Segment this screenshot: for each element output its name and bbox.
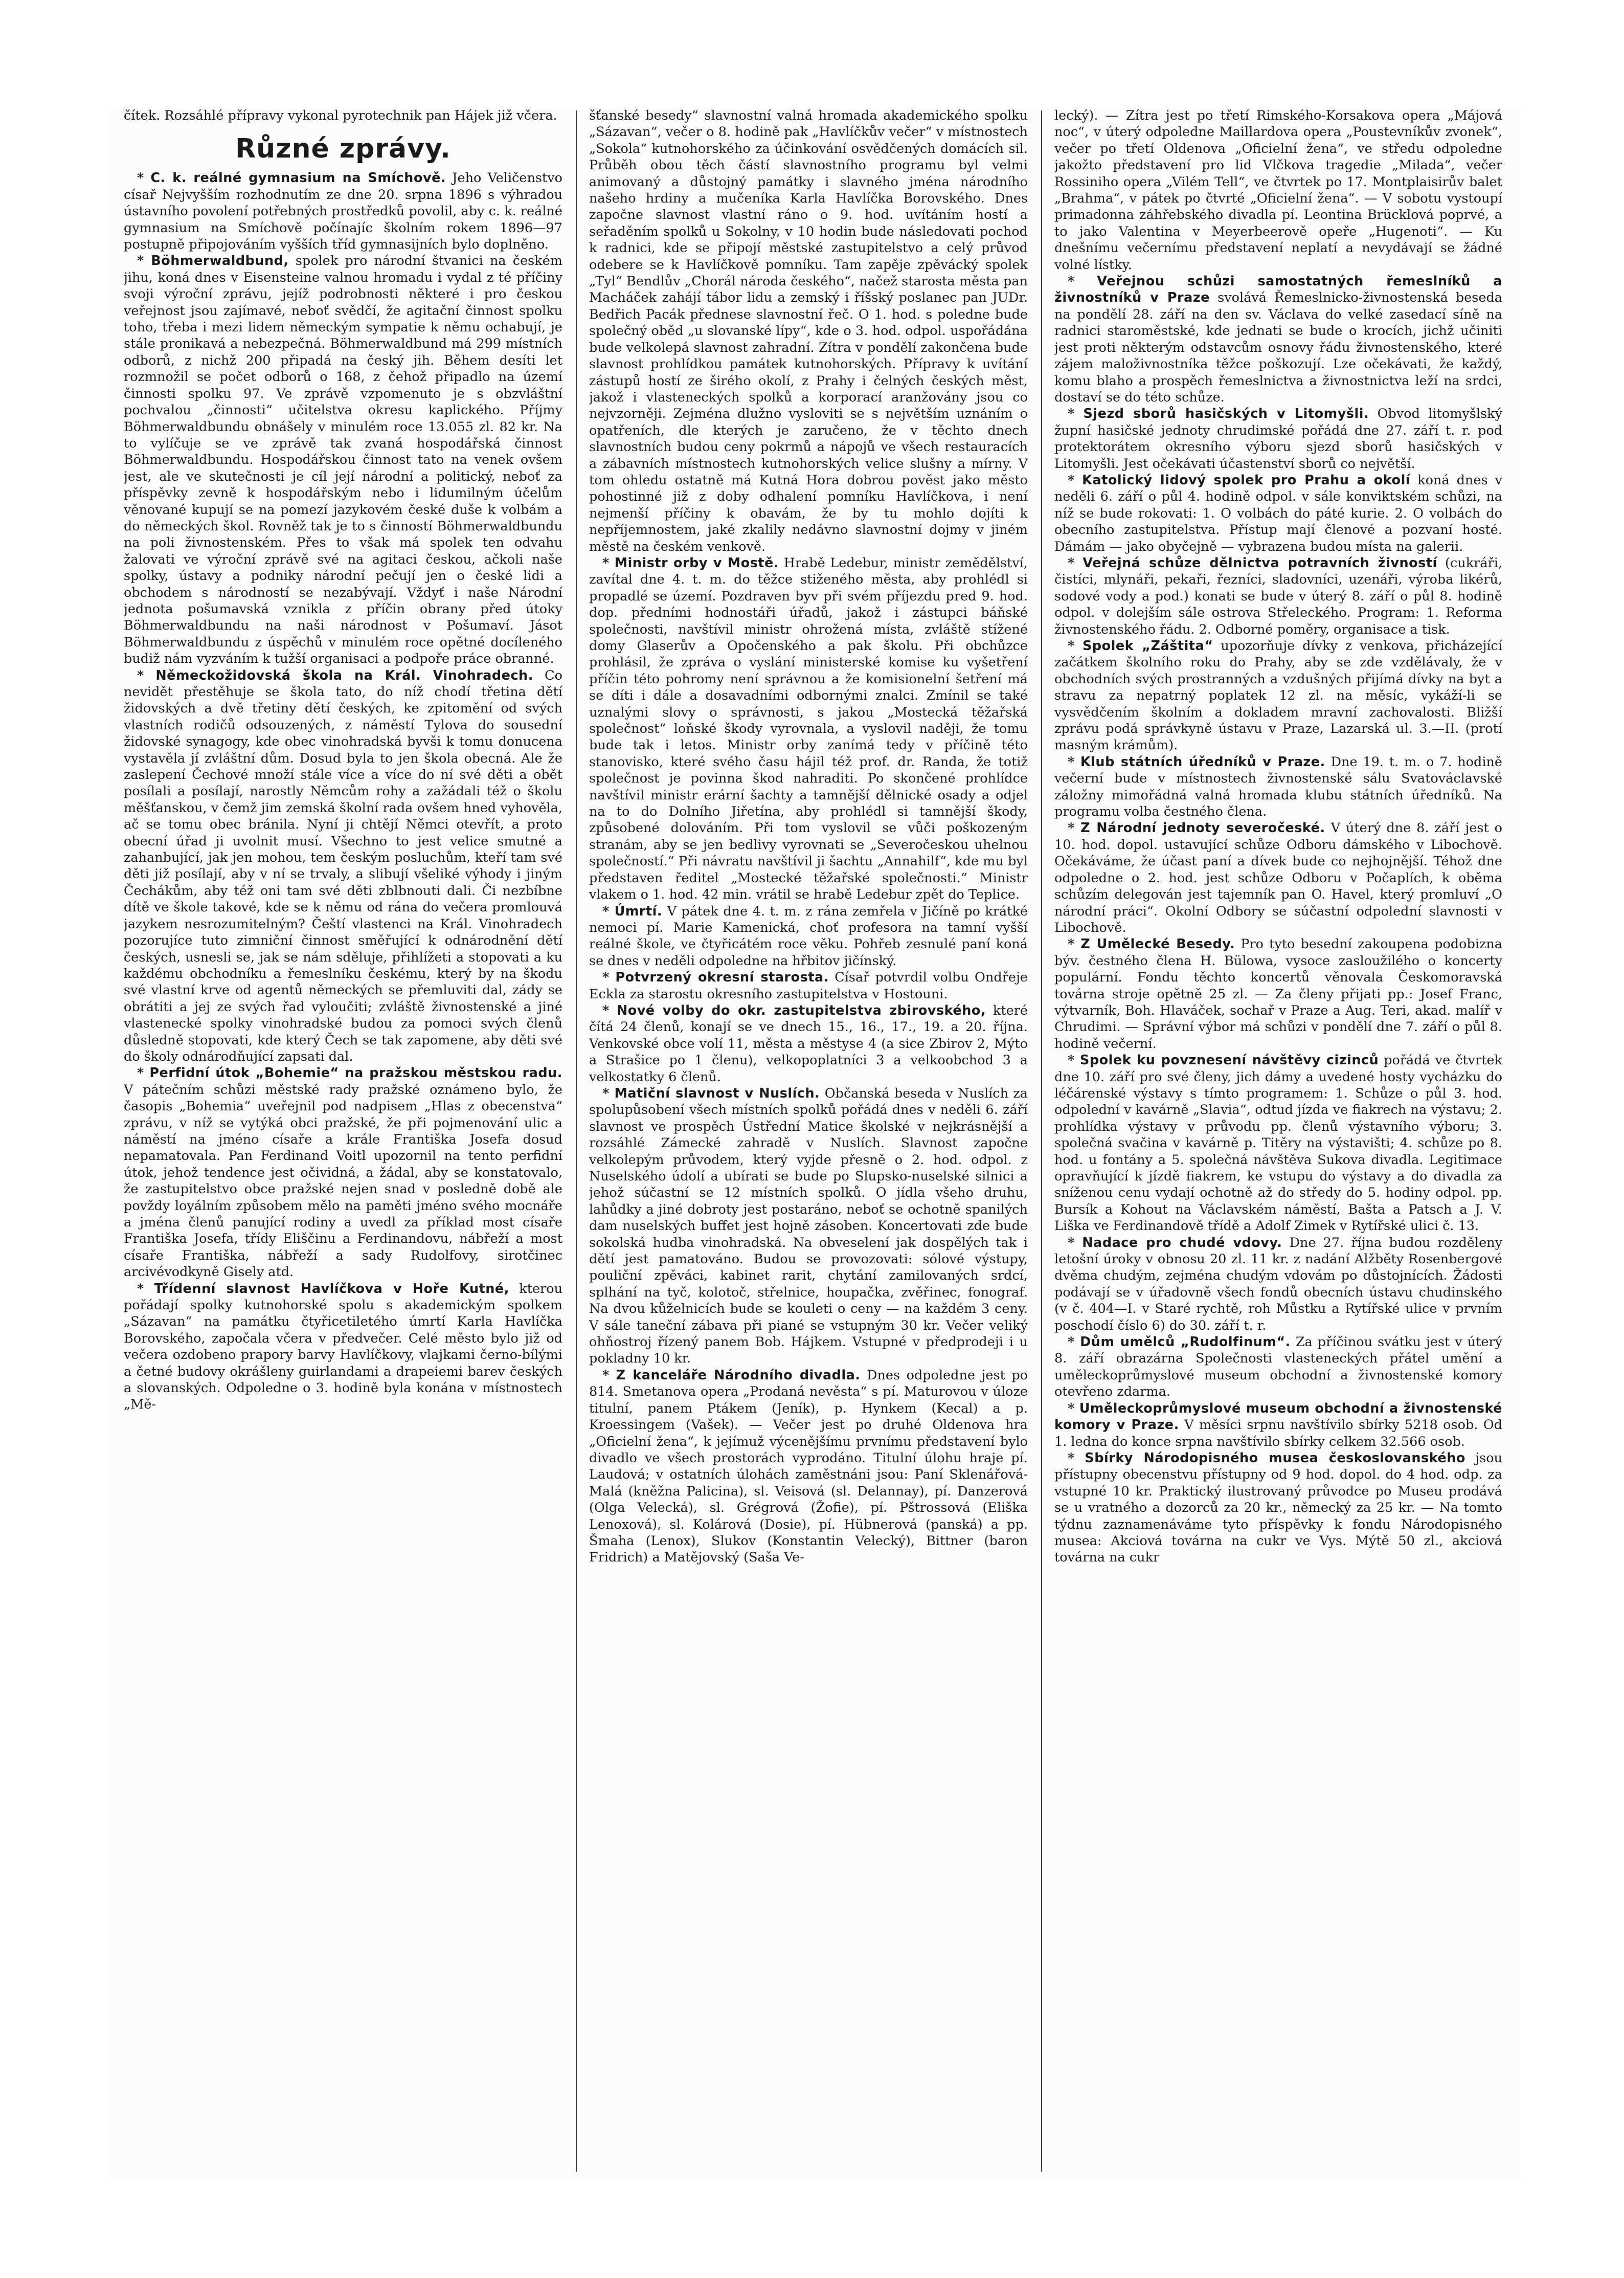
article-body: V úterý dne 8. září jest o 10. hod. dopol. ustavující schůze Odboru dámského v Libochově. Očekáváme, že účast paní a dívek bude co nejhojnější. Téhož dne odpoledne o 2. hod. jest schůze Odboru v Počaplích, k oběma schůzím delegován jest tajemník pan O. Havel, který promluví „O národní práci“. Okolní Odbory se súčastní odpolední slavnosti v Libochově.: [1054, 820, 1502, 935]
news-article: [1054, 1400, 1502, 1450]
article-body: kterou pořádají spolky kutnohorské spolu s akademickým spolkem „Sázavan“ na památku čtyřicetiletého úmrtí Karla Havlíčka Borovského, započala včera v předvečer. Celé město bylo již od večera ozdobeno prapory barvy Havlíčkovy, vlajkami černo-bílými a četné budovy okrášleny guirlandami a drapeiemi barev českých a slovanských. Odpoledne o 3. hodině byla konána v místnostech „Mě-: [124, 1281, 562, 1413]
article-headline: Potvrzený okresní starosta.: [615, 970, 829, 986]
article-headline: Z Umělecké Besedy.: [1080, 936, 1235, 952]
news-article: [124, 170, 562, 253]
news-article: [124, 1281, 562, 1413]
news-article: [1054, 1450, 1502, 1566]
article-body: Za příčinou svátku jest v úterý 8. září obrazárna Společnosti vlasteneckých přátel umění a uměleckoprůmyslové museum obchodní a živnostenské komory otevřeno zdarma.: [1054, 1334, 1502, 1400]
news-article: [1054, 1235, 1502, 1334]
column-rule: [1041, 110, 1042, 2172]
article-body: které čítá 24 členů, konají se ve dnech 15., 16., 17., 19. a 20. října. Venkovské obce volí 11, města a městyse 4 (a sice Zbirov 2, Mýto a Strašice po 1 členu), velkopoplatníci 3 a velkoobchod 3 a velkostatky 6 členů.: [589, 1002, 1028, 1085]
article-body: Dne 19. t. m. o 7. hodině večerní bude v místnostech živnostenské sálu Svatováclavské záložny mimořádná valná hromada klubu státních úředníků. Na programu volba čestného člena.: [1054, 754, 1502, 820]
news-article: [1054, 638, 1502, 754]
article-headline: Böhmerwaldbund,: [151, 253, 289, 269]
news-article: [1054, 555, 1502, 638]
news-article: [1054, 820, 1502, 936]
article-headline: Nové volby do okr. zastupitelstva zbirovského,: [616, 1002, 986, 1018]
article-body: čítek. Rozsáhlé přípravy vykonal pyrotechnik pan Hájek již včera.: [124, 108, 557, 123]
article-headline: Dům umělců „Rudolfinum“.: [1080, 1334, 1291, 1350]
news-article: [1054, 406, 1502, 472]
section-title: Různé zprávy.: [235, 133, 451, 165]
article-body: Dne 27. října budou rozděleny letošní úroky v obnosu 20 zl. 11 kr. z nadání Alžběty Rosenbergové dvěma chudým, zejména chudým vdovám po důstojnících. Žádosti podávají se v úřadovně všech fondů obecních ústavu chudinského (v č. 404—I. v Staré rychtě, roh Můstku a Rytířské ulice v prvním poschodí číslo 6) do 30. září t. r.: [1054, 1235, 1502, 1333]
article-body: koná dnes v neděli 6. září o půl 4. hodině odpol. v sále konviktském schůzi, na níž se bude rokovati: 1. O volbách do páté kurie. 2. O volbách do obecního zastupitelstva. Přístup mají členové a pozvaní hosté. Dámám — jako obyčejně — vybrazena budou místa na galerii.: [1054, 472, 1502, 554]
article-headline: Spolek ku povznesení návštěvy cizinců: [1080, 1053, 1379, 1068]
article-body: pořádá ve čtvrtek dne 10. září pro své členy, jich dámy a uvedené hosty vycházku do léčárenské výstavy s tímto programem: 1. Schůze o půl 3. hod. odpolední v kavárně „Slavia“, odtud jízda ve fiakrech na výstavu; 2. prohlídka výstavy v průvodu pp. členů výstavního výboru; 3. společná svačina v kavárně p. Titěry na výstavišti; 4. schůze po 8. hod. u fontány a 5. společná návštěva Sukova divadla. Legitimace opravňující k jízdě fiakrem, ke vstupu do výstavy a do divadla za sníženou cenu vydají ochotně až do středy do 5. hodiny odpol. pp. Bursík a Kohout na Václavském náměstí, Bašta a Patsch a J. V. Liška ve Ferdinandově třídě a Adolf Zimek v Rytířské ulici č. 13.: [1054, 1053, 1502, 1234]
column-2: [589, 107, 1028, 2179]
article-body: Co nevidět přestěhuje se škola tato, do níž chodí třetina dětí židovských a dvě třetiny dětí českých, ke zpitomění od svých vlastních rodičů odsouzených, z náměstí Tylova do sousední židovské synagogy, kde obec vinohradská byvši k tomu donucena vystavěla jí zvláštní dům. Dosud byla to jen škola obecná. Ale že zaslepení Čechové množí stále více a více do ní své děti a obět posílali a posílají, narostly Němcům rohy a zažádali též o školu měšťanskou, v čemž jim zemská školní rada ovšem hned vyhověla, ač se tomu obec bránila. Nyní ji chtějí Němci otevřít, a proto obecní úřad ji uvolnit musí. Všechno to jest velice smutné a zahanbující, jak jen mohou, tem českým posluchům, kteří tam své děti již posílají, aby v ní se trvaly, a slibují všeliké výhody i jiným Čechákům, aby též oni tam své děti zblbnouti dali. Či nezbíbne dítě ve škole takové, kde se k němu od rána do večera promlouvá jazykem nesrozumitelným? Čeští vlastenci na Král. Vinohradech pozorujíce tuto zimniční činnost směřující k odnárodnění dětí českých, usnesli se, jak se nám sděluje, přihlížeti a stopovati a ku každému obchodníku a řemeslníku českému, který by na škodu své vlastní krve od agentů německých se přemluviti dal, zády se obrátiti a jej ze svých řad vyloučiti; zvláště živnostenské a jiné vlastenecké spolky vinohradské budou za pomoci svých členů důsledně stopovati, kde který Čech se tak zapomene, aby děti své do školy odnárodňující zapsati dal.: [124, 667, 562, 1064]
newspaper-page: [107, 107, 1519, 2179]
news-article: [124, 667, 562, 1065]
news-article: [589, 1367, 1028, 1566]
article-body: V pátek dne 4. t. m. z rána zemřela v Jičíně po krátké nemoci pí. Marie Kamenická, choť profesora na tamní vyšší reálné škole, ve čtyřicátém roce věku. Pohřeb zesnulé paní koná se dnes v neděli odpoledne na hřbitov jičínský.: [589, 903, 1028, 969]
article-headline: Z Národní jednoty severočeské.: [1080, 820, 1325, 836]
news-article: [589, 555, 1028, 903]
article-headline: Úmrtí.: [614, 903, 663, 919]
article-headline: Katolický lidový spolek pro Prahu a okolí: [1082, 472, 1411, 488]
article-body: spolek pro národní štvanici na českém jihu, koná dnes v Eisensteine valnou hromadu i vydal z té příčiny svoji výroční zprávu, jejíž podrobnosti některé i pro českou veřejnost jsou zajímavé, neboť svědčí, že agitační činnost spolku toho, třeba i mezi lidem německým sympatie k němu ochabují, je stále pronikavá a nebezpečná. Böhmerwaldbund má 299 místních odborů, z nichž 200 připadá na český jih. Během desíti let rozmnožil se počet odborů o 168, z čehož připadlo na území činnosti spolku 97. Ve zprávě vzpomenuto je s obzvláštní pochvalou „činnosti“ učitelstva okresu kaplického. Příjmy Böhmerwaldbundu obnášely v minulém roce 13.055 zl. 82 kr. Na to vylíčuje se ve zprávě tak zvaná hospodářská činnost Böhmerwaldbundu. Hospodářskou činnost tato na venek ovšem jest, ale ve skutečnosti je cíl její národní a politický, neboť za příspěvky zevně k hospodářským nebo i lidumilným účelům věnované kupují se na pomezí jazykovém české duše k volbám a do německých škol. Rovněž tak je to s činností Böhmerwaldbundu na poli živnostenském. Přes to však má spolek ten odvahu žalovati ve výroční zprávě své na agitaci českou, ačkoli naše spolky, ústavy a podniky národní pečují jen o české lidi a obchodem s národností se nezabývají. Vždyť i naše Národní jednota pošumavská vznikla z příčin obrany před útoky Böhmerwaldbundu na naši národnost v Pošumaví. Jásot Böhmerwaldbundu z úspěchů v minulém roce opětné docíleného budiž nám vyzváním k tužší organisaci a podpoře práce obranné.: [124, 253, 562, 667]
article-body: V měsíci srpnu navštívilo sbírky 5218 osob. Od 1. ledna do konce srpna navštívilo sbírky celkem 32.566 osob.: [1054, 1417, 1502, 1449]
article-headline: Perfidní útok „Bohemie“ na pražskou městskou radu.: [149, 1065, 562, 1081]
news-article: [589, 969, 1028, 1002]
news-article: [589, 1085, 1028, 1367]
news-article: [1054, 273, 1502, 406]
article-headline: Uměleckoprůmyslové museum obchodní a živnostenské komory v Praze.: [1054, 1400, 1502, 1433]
article-headline: Klub státních úředníků v Praze.: [1080, 754, 1325, 770]
article-continuation: [124, 107, 562, 124]
news-article: [124, 253, 562, 667]
article-headline: Třídenní slavnost Havlíčkova v Hoře Kutné,: [154, 1281, 509, 1297]
article-headline: Veřejnou schůzi samostatných řemeslníků a živnostníků v Praze: [1054, 274, 1502, 306]
column-1: [124, 107, 562, 2179]
article-continuation: [589, 107, 1028, 555]
news-article: [1054, 1052, 1502, 1234]
article-body: V pátečním schůzi městské rady pražské oznámeno bylo, že časopis „Bohemia“ uveřejnil pod nadpisem „Hlas z obecenstva“ zprávu, v níž se vytýká obci pražské, že při pojmenování ulic a náměstí na jméno císaře a krále Františka Josefa dosud nepamatovala. Pan Ferdinand Voitl upozornil na tento perfidní útok, jehož tendence jest očividná, a žádal, aby se konstatovalo, že zastupitelstvo obce pražské nejen snad v posledně době ale povždy loyálním způsobem mělo na paměti jméno svého mocnáře a jména členů panující rodiny a uvedl za příklad most císaře Františka Josefa, třídy Eliščinu a Ferdinandovu, nábřeží a most císaře Františka, nábřeží a sady Rudolfovy, sirotčinec arcivévodkyně Gisely atd.: [124, 1082, 562, 1280]
article-headline: Sbírky Národopisného musea českoslovanského: [1085, 1450, 1465, 1466]
news-article: [589, 1002, 1028, 1085]
article-body: Dnes odpoledne jest po 814. Smetanova opera „Prodaná nevěsta“ s pí. Maturovou v úloze titulní, panem Ptákem (Jeník), p. Hynkem (Kecal) a p. Kroessingem (Vašek). — Večer jest po druhé Oldenova hra „Oficielní žena“, k jejímuž výcenějšímu prvnímu představení bylo divadlo ve všech prostorách vyprodáno. Titulní úlohu hraje pí. Laudová; v ostatních úlohách zaměstnáni jsou: Paní Sklenářová-Malá (kněžna Palicina), sl. Veisová (sl. Delannay), pí. Danzerová (Olga Velecká), sl. Grégrová (Žofie), pí. Pštrossová (Eliška Lenoxová), sl. Kolárová (Dosie), pí. Hübnerová (panská) a pp. Šmaha (Lenox), Slukov (Konstantin Velecký), Bittner (baron Fridrich) a Matějovský (Saša Ve-: [589, 1367, 1028, 1566]
article-body: Jeho Veličenstvo císař Nejvyšším rozhodnutím ze dne 20. srpna 1896 s výhradou ústavního povolení potřebných prostředků povolil, aby c. k. reálné gymnasium na Smíchově počínajíc školním rokem 1896—97 postupně připojováním vyšších tříd gymnasijních bylo doplněno.: [124, 170, 562, 253]
article-headline: Nadace pro chudé vdovy.: [1082, 1235, 1282, 1250]
article-headline: Matiční slavnost v Nuslích.: [614, 1085, 820, 1101]
article-headline: Sjezd sborů hasičských v Litomyšli.: [1083, 406, 1369, 422]
article-headline: Ministr orby v Mostě.: [614, 555, 779, 571]
news-article: [1054, 472, 1502, 555]
article-headline: Z kanceláře Národního divadla.: [616, 1367, 861, 1383]
article-headline: C. k. reálné gymnasium na Smíchově.: [150, 170, 446, 186]
article-body: svolává Řemeslnicko-živnostenská beseda na pondělí 28. září na den sv. Václava do velké zasedací síně na radnici staroměstské, kde jednati se bude o krocích, jichž učiniti jest proti některým odstavcům osnovy řádu živnostenského, které zájem maloživnostníka těžce poškozují. Lze očekávati, že každý, komu blaho a prospěch řemeslnictva a živnostnictva leží na srdci, dostaví se do této schůze.: [1054, 290, 1502, 405]
column-rule: [576, 110, 577, 2172]
article-headline: Spolek „Záštita“: [1082, 638, 1213, 654]
article-body: (cukráři, čistíci, mlynáři, pekaři, řezníci, sladovníci, uzenáři, výroba likérů, sodové vody a pod.) konati se bude v úterý 8. září o půl 8. hodině odpol. v dolejším sále ostrova Střeleckého. Program: 1. Reforma živnostenského řádu. 2. Odborné poměry, organisace a tisk.: [1054, 555, 1502, 637]
news-article: [589, 903, 1028, 970]
article-body: lecký). — Zítra jest po třetí Rimského-Korsakova opera „Májová noc“, v úterý odpoledne Maillardova opera „Poustevníkův zvonek“, večer po třetí Oldenova „Oficielní žena“, ve středu odpoledne jakožto představení pro lid Vlčkova tragedie „Milada“, večer Rossiniho opera „Vilém Tell“, ve čtvrtek po 17. Montplaisirův balet „Brahma“, v pátek po čtvrté „Oficielní žena“. — V sobotu vystoupí primadonna záhřebského divadla pí. Leontina Brücklová poprvé, a to jako Valentina v Meyerbeerově opeře „Hugenoti“. — Ku dnešnímu večernímu představení neplatí a nevydávají se žádné volné lístky.: [1054, 108, 1502, 273]
article-body: Obvod litomyšlský župní hasičské jednoty chrudimské pořádá dne 27. září t. r. pod protektorátem okresního výboru sjezd sborů hasičských v Litomyšli. Jest očekávati účastenství sborů co největší.: [1054, 406, 1502, 472]
article-body: Císař potvrdil volbu Ondřeje Eckla za starostu okresního zastupitelstva v Hostouni.: [589, 970, 1028, 1002]
article-body: šťanské besedy“ slavnostní valná hromada akademického spolku „Sázavan“, večer o 8. hodině pak „Havlíčkův večer“ v místnostech „Sokola“ kutnohorského za účinkování osvědčených domácích sil. Průběh obou těch částí slavnostního programu byl velmi animovaný a důstojný památky i slavného jména národního našeho hrdiny a mučeníka Karla Havlíčka Borovského. Dnes započne slavnost vlastní ráno o 9. hod. uvítáním hostí a seřaděním spolků u Sokolny, v 10 hodin bude následovati pochod k radnici, kde se připojí městské zastupitelstvo a celý průvod odebere se k Havlíčkově pomníku. Tam zapěje zpěvácký spolek „Tyl“ Bendlův „Chorál národa českého“, načež starosta města pan Macháček zahájí tábor lidu a zemský i říšský poslanec pan JUDr. Bedřich Pacák přednese slavnostní řeč. O 1. hod. s poledne bude společný oběd „u slovanské lípy“, kde o 3. hod. odpol. uspořádána bude velkolepá slavnost zahradní. Zítra v pondělí zakončena bude slavnost prohlídkou památek kutnohorských. Přípravy k uvítání zástupů hostí ze širého okolí, z Prahy i čelných českých měst, jakož i vlasteneckých spolků a korporací aranžovány jsou co nejvzorněji. Zejména dlužno vysloviti se s největším uznáním o opatřeních, dle kterých je zaručeno, že v těchto dnech slavnostních budou ceny pokrmů a nápojů ve všech restauracích a zábavních místnostech kutnohorských velice slušny a mírny. V tom ohledu ostatně má Kutná Hora dobrou pověst jako město pohostinné již z doby odhalení pomníku Havlíčkova, i není nejmenší příčiny k obavám, že by tu mohlo dojíti k nepříjemnostem, jaké zkalily nedávno slavnostní dojmy v jiném městě na českém venkově.: [589, 108, 1028, 554]
article-body: Pro tyto besední zakoupena podobizna býv. čestného člena H. Bülowa, vysoce zasloužilého o koncerty populární. Fondu těchto koncertů věnovala Českomoravská továrna stroje opětně 25 zl. — Za členy přijati pp.: Josef Franc, výtvarník, Boh. Hlaváček, sochař v Praze a Aug. Teri, akad. malíř v Chrudimi. — Správní výbor má schůzi v pondělí dne 7. září o půl 8. hodině večerní.: [1054, 936, 1502, 1052]
news-article: [124, 1065, 562, 1280]
news-article: [1054, 754, 1502, 820]
column-3: [1054, 107, 1502, 2179]
article-continuation: [1054, 107, 1502, 273]
news-article: [1054, 1334, 1502, 1400]
article-body: Občanská beseda v Nuslích za spolupůsobení všech místních spolků pořádá dnes v neděli 6. září slavnost ve prospěch Ústřední Matice školské v nejkrásnější a rozsáhlé Zámecké zahradě v Nuslích. Slavnost započne velkolepým průvodem, který vyjde přesně o 2. hod. odpol. z Nuselského údolí a ubírati se bude po Slupsko-nuselské silnici a jehož súčastní se 12 místních spolků. O jídla všeho druhu, lahůdky a jiné dobroty jest postaráno, neboť se ochotně spanilých dam nuselských buffet jest hojně zásoben. Koncertovati zde bude sokolská hudba vinohradská. Na obveselení jak dospělých tak i dětí jest pamatováno. Budou se provozovati: sólové výstupy, pouliční zpěváci, kabinet rarit, chytání zamilovaných srdcí, splhání na tyč, kolotoč, střelnice, houpačka, zvěřinec, fonograf. Na dvou kůželnicích bude se kouleti o ceny — na každém 3 ceny. V sále taneční zábava při piané se vstupným 30 kr. Večer veliký ohňostroj řízený panem Bob. Hájkem. Vstupné v předprodeji i u pokladny 10 kr.: [589, 1085, 1028, 1367]
article-headline: Veřejná schůze dělnictva potravních živností: [1082, 555, 1437, 571]
article-body: jsou přístupny obecenstvu přístupny od 9 hod. dopol. do 4 hod. odp. za vstupné 10 kr. Praktický ilustrovaný průvodce po Museu prodává se u vratného a dozorců za 20 kr., německý za 25 kr. — Na tomto týdnu zaznamenáváme tyto příspěvky k fondu Národopisného musea: Akciová továrna na cukr ve Vys. Mýtě 50 zl., akciová továrna na cukr: [1054, 1450, 1502, 1566]
article-body: Hrabě Ledebur, ministr zemědělství, zavítal dne 4. t. m. do těžce stiženého města, aby prohlédl si propadlé se území. Pozdraven byv při svém příjezdu pred 9. hod. dop. předními hodnostáři úřadů, jakož i zástupci báňské společnosti, navštívil ministr ohrožená místa, zvláště stížené domy Glaserův a Opočenského a pak školu. Při obchůzce prohlásil, že zpráva o vyslání ministerské komise ku vyšetření příčin této pohromy není správnou a že komisionelní šetření má se díti i dále a dosavadními odbornými znalci. Zmínil se také uznalými slovy o správnosti, s jakou „Mostecká těžařská společnost“ loňské škody vyrovnala, a vyslovil naději, že tomu bude tak i letos. Ministr orby zanímá tedy v příčině této stanovisko, které svého času hájil též prof. dr. Randa, že totiž společnost je povinna škod nahraditi. Po skončené prohlídce navštívil ministr erární šachty a tamnější dělnické osady a odjel na to do Dolního Jiřetína, aby prohlédl si tamnější škody, způsobené dolováním. Při tom vyslovil se vůči poškozeným stranám, aby se jen bedlivy vyrovnati se „Severočeskou uhelnou společností.“ Při návratu navštívil ji šachtu „Annahilf“, kde mu byl představen ředitel „Mostecké těžařské společnosti.“ Ministr vlakem o 1. hod. 42 min. vrátil se hrabě Ledebur zpět do Teplice.: [589, 555, 1028, 903]
news-article: [1054, 936, 1502, 1052]
article-headline: Německožidovská škola na Král. Vinohradech.: [155, 667, 533, 683]
article-body: upozorňuje dívky z venkova, přicházející začátkem školního roku do Prahy, aby se zde vzdělávaly, že v obchodních svých prostranných a vzdušných přijímá dívky na byt a stravu za nepatrný poplatek 12 zl. na měsíc, vykáží-li se vysvědčením školním a dokladem mravní zachovalosti. Bližší zprávu podá správkyně ústavu v Praze, Lazarská ul. 3.—II. (protí masným krámům).: [1054, 638, 1502, 753]
